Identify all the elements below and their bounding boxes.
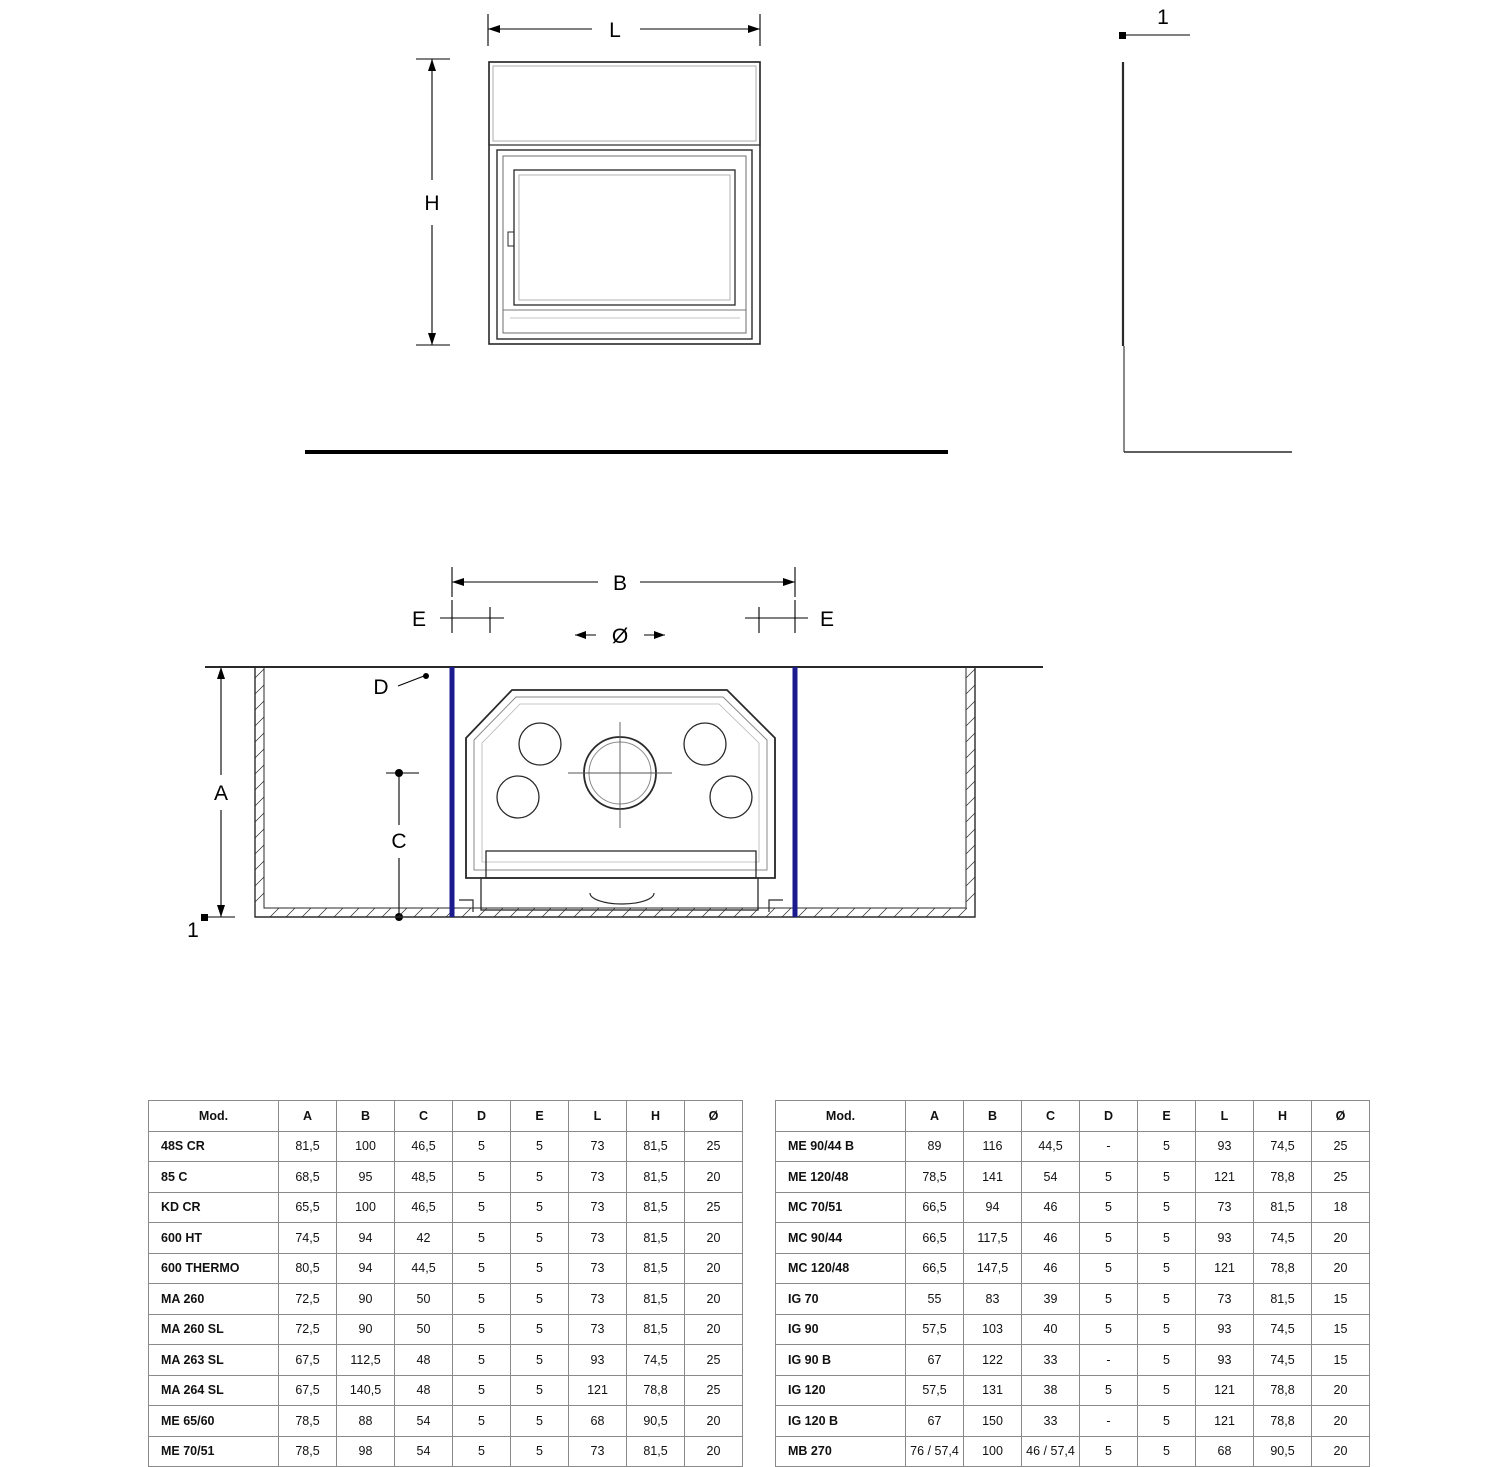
cell-value: 98 bbox=[337, 1436, 395, 1467]
label-side-marker-1: 1 bbox=[1157, 6, 1169, 29]
header-l: L bbox=[569, 1101, 627, 1132]
cell-value: 90 bbox=[337, 1284, 395, 1315]
header-l: L bbox=[1196, 1101, 1254, 1132]
spec-table-right-body bbox=[776, 1131, 1370, 1467]
cell-value: 5 bbox=[1138, 1223, 1196, 1254]
table-row bbox=[776, 1223, 1370, 1254]
cell-value: 38 bbox=[1022, 1375, 1080, 1406]
cell-value: 81,5 bbox=[279, 1131, 337, 1162]
floor-marker-1 bbox=[187, 914, 232, 942]
cell-value: 54 bbox=[395, 1406, 453, 1437]
cell-model: MB 270 bbox=[776, 1436, 906, 1467]
dimension-D bbox=[373, 673, 429, 699]
header-c: C bbox=[1022, 1101, 1080, 1132]
cell-value: 74,5 bbox=[1254, 1223, 1312, 1254]
cell-value: 121 bbox=[1196, 1406, 1254, 1437]
cell-model: MC 90/44 bbox=[776, 1223, 906, 1254]
cell-value: 33 bbox=[1022, 1345, 1080, 1376]
cell-value: 93 bbox=[1196, 1223, 1254, 1254]
cell-value: 90,5 bbox=[627, 1406, 685, 1437]
label-diameter: Ø bbox=[611, 625, 629, 648]
cell-model: KD CR bbox=[149, 1192, 279, 1223]
label-L: L bbox=[609, 19, 621, 42]
cell-value: 73 bbox=[569, 1131, 627, 1162]
cell-value: 81,5 bbox=[627, 1284, 685, 1315]
specification-tables bbox=[0, 1100, 1500, 1467]
cell-value: 5 bbox=[511, 1345, 569, 1376]
cell-value: 5 bbox=[511, 1375, 569, 1406]
table-row bbox=[776, 1192, 1370, 1223]
cell-value: - bbox=[1080, 1406, 1138, 1437]
cell-model: 48S CR bbox=[149, 1131, 279, 1162]
cell-value: 5 bbox=[1080, 1192, 1138, 1223]
cell-value: 5 bbox=[453, 1406, 511, 1437]
cell-value: 89 bbox=[906, 1131, 964, 1162]
cell-value: 20 bbox=[1312, 1436, 1370, 1467]
cell-value: 5 bbox=[453, 1253, 511, 1284]
cell-value: 72,5 bbox=[279, 1284, 337, 1315]
cell-value: 5 bbox=[1080, 1223, 1138, 1254]
cell-model: ME 90/44 B bbox=[776, 1131, 906, 1162]
cell-value: 81,5 bbox=[1254, 1284, 1312, 1315]
cell-value: 18 bbox=[1312, 1192, 1370, 1223]
cell-value: 74,5 bbox=[1254, 1131, 1312, 1162]
cell-model: MA 263 SL bbox=[149, 1345, 279, 1376]
cell-value: 25 bbox=[685, 1375, 743, 1406]
cell-value: 57,5 bbox=[906, 1375, 964, 1406]
cell-value: 25 bbox=[685, 1192, 743, 1223]
cell-value: 46,5 bbox=[395, 1131, 453, 1162]
cell-value: 5 bbox=[1080, 1375, 1138, 1406]
table-row bbox=[776, 1314, 1370, 1345]
spec-table-left-body bbox=[149, 1131, 743, 1467]
cell-value: 95 bbox=[337, 1162, 395, 1193]
cell-value: 46 bbox=[1022, 1223, 1080, 1254]
cell-value: 25 bbox=[1312, 1131, 1370, 1162]
cell-value: 78,5 bbox=[279, 1436, 337, 1467]
cell-value: 121 bbox=[1196, 1162, 1254, 1193]
cell-model: 600 THERMO bbox=[149, 1253, 279, 1284]
cell-value: 5 bbox=[1138, 1345, 1196, 1376]
table-row bbox=[149, 1192, 743, 1223]
cell-value: 122 bbox=[964, 1345, 1022, 1376]
header-h: H bbox=[1254, 1101, 1312, 1132]
header-b: B bbox=[964, 1101, 1022, 1132]
cell-value: 81,5 bbox=[627, 1162, 685, 1193]
cell-model: MA 260 bbox=[149, 1284, 279, 1315]
header-d: D bbox=[453, 1101, 511, 1132]
table-row bbox=[776, 1345, 1370, 1376]
cell-value: 48 bbox=[395, 1375, 453, 1406]
table-row bbox=[776, 1436, 1370, 1467]
cell-value: 93 bbox=[569, 1345, 627, 1376]
cell-value: 93 bbox=[1196, 1345, 1254, 1376]
cell-value: 20 bbox=[685, 1314, 743, 1345]
cell-value: 131 bbox=[964, 1375, 1022, 1406]
cell-value: 5 bbox=[453, 1192, 511, 1223]
cell-value: 5 bbox=[1138, 1192, 1196, 1223]
cell-model: IG 90 B bbox=[776, 1345, 906, 1376]
cell-model: 85 C bbox=[149, 1162, 279, 1193]
spec-table-right bbox=[775, 1100, 1370, 1467]
cell-value: 20 bbox=[1312, 1406, 1370, 1437]
label-E-right: E bbox=[819, 608, 835, 631]
cell-value: 81,5 bbox=[627, 1253, 685, 1284]
cell-value: 150 bbox=[964, 1406, 1022, 1437]
cell-value: 73 bbox=[569, 1223, 627, 1254]
cell-value: 5 bbox=[1080, 1284, 1138, 1315]
cell-value: 94 bbox=[337, 1223, 395, 1254]
dimension-diameter bbox=[575, 625, 665, 648]
cell-value: 15 bbox=[1312, 1314, 1370, 1345]
cell-model: IG 120 bbox=[776, 1375, 906, 1406]
cell-value: 121 bbox=[1196, 1253, 1254, 1284]
cell-value: 5 bbox=[511, 1406, 569, 1437]
header-diameter: Ø bbox=[685, 1101, 743, 1132]
label-C: C bbox=[391, 830, 407, 853]
cell-value: 93 bbox=[1196, 1131, 1254, 1162]
table-row bbox=[776, 1375, 1370, 1406]
table-row bbox=[776, 1162, 1370, 1193]
side-view-group bbox=[1119, 6, 1292, 452]
cell-value: 68 bbox=[1196, 1436, 1254, 1467]
cell-value: 54 bbox=[1022, 1162, 1080, 1193]
header-mod: Mod. bbox=[776, 1101, 906, 1132]
cell-value: 66,5 bbox=[906, 1253, 964, 1284]
cell-value: 5 bbox=[511, 1162, 569, 1193]
header-c: C bbox=[395, 1101, 453, 1132]
cell-value: 20 bbox=[1312, 1253, 1370, 1284]
cell-value: - bbox=[1080, 1131, 1138, 1162]
cell-value: 140,5 bbox=[337, 1375, 395, 1406]
cell-value: 20 bbox=[1312, 1375, 1370, 1406]
label-B: B bbox=[612, 572, 628, 595]
cell-value: 33 bbox=[1022, 1406, 1080, 1437]
cell-value: 5 bbox=[1080, 1253, 1138, 1284]
cell-value: 5 bbox=[1080, 1436, 1138, 1467]
cell-value: 88 bbox=[337, 1406, 395, 1437]
cell-value: 50 bbox=[395, 1314, 453, 1345]
table-header-row bbox=[776, 1101, 1370, 1132]
cell-value: 25 bbox=[1312, 1162, 1370, 1193]
cell-value: 5 bbox=[453, 1375, 511, 1406]
cell-value: 78,5 bbox=[906, 1162, 964, 1193]
cell-value: 100 bbox=[337, 1192, 395, 1223]
table-header-row bbox=[149, 1101, 743, 1132]
cell-value: 100 bbox=[337, 1131, 395, 1162]
cell-value: 5 bbox=[1080, 1314, 1138, 1345]
header-a: A bbox=[279, 1101, 337, 1132]
header-a: A bbox=[906, 1101, 964, 1132]
cell-value: 73 bbox=[569, 1436, 627, 1467]
cell-value: 121 bbox=[569, 1375, 627, 1406]
table-row bbox=[149, 1253, 743, 1284]
cell-value: 73 bbox=[569, 1192, 627, 1223]
cell-value: 5 bbox=[1138, 1406, 1196, 1437]
cell-value: 74,5 bbox=[627, 1345, 685, 1376]
plan-view-group bbox=[187, 567, 1043, 942]
cell-value: 73 bbox=[569, 1253, 627, 1284]
cell-value: 5 bbox=[453, 1162, 511, 1193]
cell-value: 73 bbox=[1196, 1284, 1254, 1315]
cell-value: 112,5 bbox=[337, 1345, 395, 1376]
cell-value: 5 bbox=[1138, 1375, 1196, 1406]
cell-value: 46 / 57,4 bbox=[1022, 1436, 1080, 1467]
cell-value: 67 bbox=[906, 1406, 964, 1437]
firebox-plan-outline bbox=[459, 690, 783, 912]
table-row bbox=[149, 1406, 743, 1437]
cell-value: 48,5 bbox=[395, 1162, 453, 1193]
header-b: B bbox=[337, 1101, 395, 1132]
cell-value: 20 bbox=[685, 1406, 743, 1437]
cell-value: 90 bbox=[337, 1314, 395, 1345]
cell-value: 67,5 bbox=[279, 1375, 337, 1406]
cell-value: 90,5 bbox=[1254, 1436, 1312, 1467]
cell-model: MC 70/51 bbox=[776, 1192, 906, 1223]
dimension-L bbox=[488, 14, 760, 46]
spec-table-right-head bbox=[776, 1101, 1370, 1132]
table-row bbox=[776, 1406, 1370, 1437]
cell-value: 46 bbox=[1022, 1192, 1080, 1223]
cell-value: 20 bbox=[685, 1253, 743, 1284]
dimension-E-right bbox=[745, 600, 834, 633]
dimension-H bbox=[416, 59, 450, 345]
cell-value: 94 bbox=[964, 1192, 1022, 1223]
cell-value: 65,5 bbox=[279, 1192, 337, 1223]
cell-value: 5 bbox=[453, 1345, 511, 1376]
cell-value: 73 bbox=[569, 1162, 627, 1193]
cell-value: 81,5 bbox=[627, 1192, 685, 1223]
front-view-group bbox=[305, 14, 948, 452]
cell-value: 5 bbox=[511, 1223, 569, 1254]
label-E-left: E bbox=[411, 608, 427, 631]
cell-model: ME 70/51 bbox=[149, 1436, 279, 1467]
header-h: H bbox=[627, 1101, 685, 1132]
cell-value: 55 bbox=[906, 1284, 964, 1315]
header-d: D bbox=[1080, 1101, 1138, 1132]
cell-value: 80,5 bbox=[279, 1253, 337, 1284]
cell-value: 81,5 bbox=[627, 1131, 685, 1162]
cell-model: IG 90 bbox=[776, 1314, 906, 1345]
cell-value: 81,5 bbox=[627, 1436, 685, 1467]
cell-value: 5 bbox=[453, 1284, 511, 1315]
cell-value: 5 bbox=[1138, 1284, 1196, 1315]
cell-value: 103 bbox=[964, 1314, 1022, 1345]
cell-model: IG 120 B bbox=[776, 1406, 906, 1437]
cell-value: 78,8 bbox=[1254, 1406, 1312, 1437]
cell-value: 66,5 bbox=[906, 1223, 964, 1254]
cell-value: 40 bbox=[1022, 1314, 1080, 1345]
cell-value: 83 bbox=[964, 1284, 1022, 1315]
cell-value: 5 bbox=[1138, 1131, 1196, 1162]
cell-value: 68 bbox=[569, 1406, 627, 1437]
cell-value: 20 bbox=[685, 1223, 743, 1254]
cell-value: 5 bbox=[1138, 1253, 1196, 1284]
cell-value: 94 bbox=[337, 1253, 395, 1284]
cell-model: MA 260 SL bbox=[149, 1314, 279, 1345]
dimension-E-left bbox=[412, 600, 504, 633]
cell-value: 50 bbox=[395, 1284, 453, 1315]
cell-value: 46,5 bbox=[395, 1192, 453, 1223]
cell-model: MA 264 SL bbox=[149, 1375, 279, 1406]
cell-value: 78,8 bbox=[1254, 1162, 1312, 1193]
table-row bbox=[776, 1284, 1370, 1315]
cell-value: 48 bbox=[395, 1345, 453, 1376]
cell-value: 15 bbox=[1312, 1345, 1370, 1376]
table-row bbox=[149, 1131, 743, 1162]
cell-value: 15 bbox=[1312, 1284, 1370, 1315]
cell-model: ME 120/48 bbox=[776, 1162, 906, 1193]
cell-value: 78,5 bbox=[279, 1406, 337, 1437]
cell-value: 5 bbox=[453, 1223, 511, 1254]
table-row bbox=[149, 1345, 743, 1376]
spec-table-left bbox=[148, 1100, 743, 1467]
table-row bbox=[149, 1436, 743, 1467]
cell-value: 44,5 bbox=[1022, 1131, 1080, 1162]
cell-value: 5 bbox=[1138, 1314, 1196, 1345]
cell-value: 147,5 bbox=[964, 1253, 1022, 1284]
cell-value: 78,8 bbox=[627, 1375, 685, 1406]
cell-value: 74,5 bbox=[1254, 1314, 1312, 1345]
cell-value: 25 bbox=[685, 1345, 743, 1376]
cell-value: 42 bbox=[395, 1223, 453, 1254]
cell-value: 116 bbox=[964, 1131, 1022, 1162]
table-row bbox=[776, 1253, 1370, 1284]
cell-value: 5 bbox=[511, 1284, 569, 1315]
cell-value: 5 bbox=[511, 1131, 569, 1162]
cell-value: 5 bbox=[511, 1192, 569, 1223]
cell-model: 600 HT bbox=[149, 1223, 279, 1254]
cell-value: 81,5 bbox=[1254, 1192, 1312, 1223]
cell-value: 54 bbox=[395, 1436, 453, 1467]
cell-value: 117,5 bbox=[964, 1223, 1022, 1254]
cell-value: 100 bbox=[964, 1436, 1022, 1467]
dimension-A bbox=[207, 667, 235, 917]
dimension-B bbox=[452, 567, 795, 597]
cell-value: 81,5 bbox=[627, 1314, 685, 1345]
table-row bbox=[149, 1284, 743, 1315]
cell-model: MC 120/48 bbox=[776, 1253, 906, 1284]
cell-value: 81,5 bbox=[627, 1223, 685, 1254]
cell-value: 67,5 bbox=[279, 1345, 337, 1376]
cell-value: - bbox=[1080, 1345, 1138, 1376]
cell-value: 5 bbox=[1080, 1162, 1138, 1193]
header-e: E bbox=[511, 1101, 569, 1132]
cell-value: 93 bbox=[1196, 1314, 1254, 1345]
cell-value: 72,5 bbox=[279, 1314, 337, 1345]
table-row bbox=[149, 1314, 743, 1345]
spec-table-left-head bbox=[149, 1101, 743, 1132]
header-e: E bbox=[1138, 1101, 1196, 1132]
table-row bbox=[149, 1162, 743, 1193]
cell-value: 5 bbox=[511, 1436, 569, 1467]
cell-value: 73 bbox=[1196, 1192, 1254, 1223]
table-row bbox=[149, 1375, 743, 1406]
table-row bbox=[149, 1223, 743, 1254]
cell-value: 73 bbox=[569, 1284, 627, 1315]
table-row bbox=[776, 1131, 1370, 1162]
label-A: A bbox=[213, 782, 229, 805]
cell-model: IG 70 bbox=[776, 1284, 906, 1315]
header-mod: Mod. bbox=[149, 1101, 279, 1132]
cell-value: 5 bbox=[453, 1131, 511, 1162]
cell-value: 44,5 bbox=[395, 1253, 453, 1284]
dimension-C bbox=[386, 769, 419, 921]
cell-value: 46 bbox=[1022, 1253, 1080, 1284]
cell-value: 20 bbox=[685, 1436, 743, 1467]
cell-value: 68,5 bbox=[279, 1162, 337, 1193]
cell-value: 5 bbox=[511, 1314, 569, 1345]
cell-value: 20 bbox=[685, 1284, 743, 1315]
cell-value: 67 bbox=[906, 1345, 964, 1376]
cell-value: 74,5 bbox=[1254, 1345, 1312, 1376]
cell-value: 57,5 bbox=[906, 1314, 964, 1345]
cell-value: 78,8 bbox=[1254, 1253, 1312, 1284]
cell-value: 5 bbox=[453, 1314, 511, 1345]
cell-value: 5 bbox=[453, 1436, 511, 1467]
cell-value: 25 bbox=[685, 1131, 743, 1162]
header-diameter: Ø bbox=[1312, 1101, 1370, 1132]
cell-value: 5 bbox=[511, 1253, 569, 1284]
label-plan-marker-1: 1 bbox=[187, 919, 199, 942]
cell-value: 20 bbox=[1312, 1223, 1370, 1254]
label-H: H bbox=[424, 192, 440, 215]
cell-value: 39 bbox=[1022, 1284, 1080, 1315]
cell-value: 20 bbox=[685, 1162, 743, 1193]
cell-value: 5 bbox=[1138, 1436, 1196, 1467]
cell-value: 74,5 bbox=[279, 1223, 337, 1254]
cell-value: 121 bbox=[1196, 1375, 1254, 1406]
wall-recess bbox=[205, 667, 1043, 917]
cell-value: 78,8 bbox=[1254, 1375, 1312, 1406]
cell-value: 76 / 57,4 bbox=[906, 1436, 964, 1467]
cell-value: 5 bbox=[1138, 1162, 1196, 1193]
cell-model: ME 65/60 bbox=[149, 1406, 279, 1437]
label-D: D bbox=[373, 676, 389, 699]
cell-value: 66,5 bbox=[906, 1192, 964, 1223]
cell-value: 73 bbox=[569, 1314, 627, 1345]
cell-value: 141 bbox=[964, 1162, 1022, 1193]
